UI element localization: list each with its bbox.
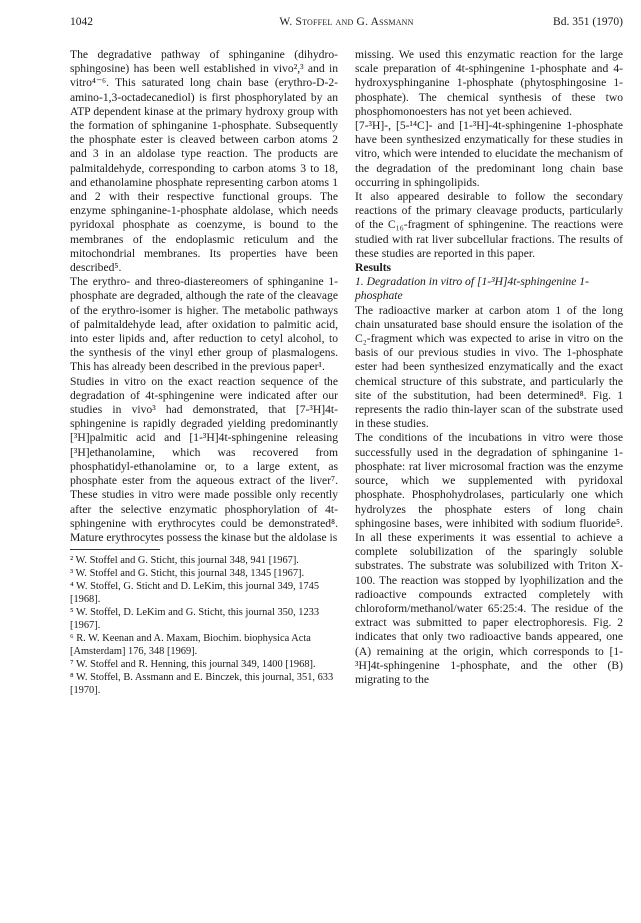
left-column bbox=[70, 48, 338, 697]
body-paragraph: [7-³H]-, [5-¹⁴C]- and [1-³H]-4t-sphingenine 1-phosphate have been synthesized enzymatically for these studies in vitro, which were intended to elucidate the mechanism of the degradation of the predominant long chain base occurring in sphingolipids. bbox=[355, 119, 623, 189]
body-paragraph: missing. We used this enzymatic reaction for the large scale preparation of 4t-sphingenine 1-phosphate and 4-hydroxysphinganine 1-phosphate (phytosphingosine 1-phosphate). The chemical synthesis of these two phosphomonoesters has not yet been achieved. bbox=[355, 48, 623, 118]
footnote: ³ W. Stoffel and G. Sticht, this journal 348, 1345 [1967]. bbox=[70, 568, 305, 580]
body-paragraph: The erythro- and threo-diastereomers of sphinganine 1-phosphate are degraded, although the rate of the cleavage of the erythro-isomer is higher. The metabolic pathways of palmitaldehyde lead, after oxidation to palmitic acid, into ester lipids and, after reduction to cetyl alcohol, to the synthesis of the vinyl ether group of plasmalogens. This has already been described in the previous paper¹. bbox=[70, 275, 338, 374]
body-paragraph: Studies in vitro on the exact reaction sequence of the degradation of 4t-sphingenine were indicated after our studies in vivo³ had demonstrated, that [7-³H]4t-sphingenine is rapidly degraded yielding predominantly [³H]palmitic acid and [1-³H]4t-sphingenine releasing [³H]ethanolamine, which was recovered from phosphatidyl-ethanolamine or, to a large extent, as phosphate ester from the aqueous extract of the liver⁷. These studies in vitro were made possible only recently after the selective enzymatic phosphorylation of 4t-sphingenine with erythrocytes could be demonstrated⁸. Mature erythrocytes possess the kinase but the aldolase is bbox=[70, 374, 338, 544]
right-column bbox=[355, 48, 623, 687]
page-number: 1042 bbox=[70, 16, 93, 28]
section-heading: Results bbox=[355, 261, 392, 275]
body-paragraph: It also appeared desirable to follow the secondary reactions of the primary cleavage products, particularly of the C₁₆-fragment of sphingenine. The reactions were studied with rat liver subcellular fractions. The results of these studies are reported in this paper. bbox=[355, 190, 623, 260]
body-paragraph: The degradative pathway of sphinganine (dihydro-sphingosine) has been well established in vivo²,³ and in vitro⁴⁻⁶. This saturated long chain base (erythro-D-2-amino-1,3-octadecanediol) is first phosphorylated by an ATP dependent kinase at the primary hydroxy group with the formation of sphinganine 1-phosphate. Subsequently the phosphate ester is cleaved between carbon atoms 2 and 3 in an aldolase type reaction. The products are palmitaldehyde, corresponding to carbon atoms 3 to 18, and ethanolamine phosphate representing carbon atoms 1 and 2 with their respective functional groups. The enzyme sphinganine-1-phosphate aldolase, which needs pyridoxal phosphate as coenzyme, is bound to the membranes of the endoplasmic reticulum and the mitochondrial membranes. Its properties have been described⁵. bbox=[70, 48, 338, 275]
subsection-heading: 1. Degradation in vitro of [1-³H]4t-sphingenine 1-phosphate bbox=[355, 275, 589, 303]
footnote: ² W. Stoffel and G. Sticht, this journal 348, 941 [1967]. bbox=[70, 555, 299, 567]
footnote-divider bbox=[70, 549, 160, 550]
footnote: ⁶ R. W. Keenan and A. Maxam, Biochim. biophysica Acta [Amsterdam] 176, 348 [1969]. bbox=[70, 633, 311, 658]
results-paragraph: The radioactive marker at carbon atom 1 of the long chain unsaturated base should ensure the isolation of the C₂-fragment which was expected to arise in vitro on the basis of our previous studies in vivo. The 1-phosphate ester had been synthesized enzymatically and the exact chemical structure of this substrate, and particularly the site of the substitution, had been determined⁸. Fig. 1 represents the radio thin-layer scan of the substrate used in these studies. bbox=[355, 303, 623, 431]
results-paragraph: The conditions of the incubations in vitro were those successfully used in the degradation of sphinganine 1-phosphate: rat liver microsomal fraction was the enzyme source, which we supplemented with pyridoxal phosphate. Phosphohydrolases, particularly one which hydrolyzes the phosphate esters of long chain sphingosine bases, were inhibited with sodium fluoride⁵. In all these experiments it was essential to achieve a complete solubilization of the sparingly soluble substrates. The substrate was solubilized with Triton X-100. The reaction was stopped by lyophilization and the radioactive compounds extracted completely with chloroform/methanol/water 65:25:4. The residue of the extract was submitted to paper electrophoresis. Fig. 2 indicates that only two radioactive bands appeared, one (A) remaining at the origin, which corresponds to [1-³H]4t-sphingenine 1-phosphate, and the other (B) migrating to the bbox=[355, 431, 623, 686]
footnote: ⁷ W. Stoffel and R. Henning, this journal 349, 1400 [1968]. bbox=[70, 659, 316, 671]
footnote: ⁸ W. Stoffel, B. Assmann and E. Binczek, this journal, 351, 633 [1970]. bbox=[70, 672, 334, 697]
running-title: W. Stoffel and G. Assmann bbox=[279, 16, 414, 28]
footnote: ⁵ W. Stoffel, D. LeKim and G. Sticht, this journal 350, 1233 [1967]. bbox=[70, 607, 320, 632]
footnote: ⁴ W. Stoffel, G. Sticht and D. LeKim, this journal 349, 1745 [1968]. bbox=[70, 581, 320, 606]
volume-info: Bd. 351 (1970) bbox=[553, 16, 623, 28]
running-header bbox=[70, 16, 623, 32]
